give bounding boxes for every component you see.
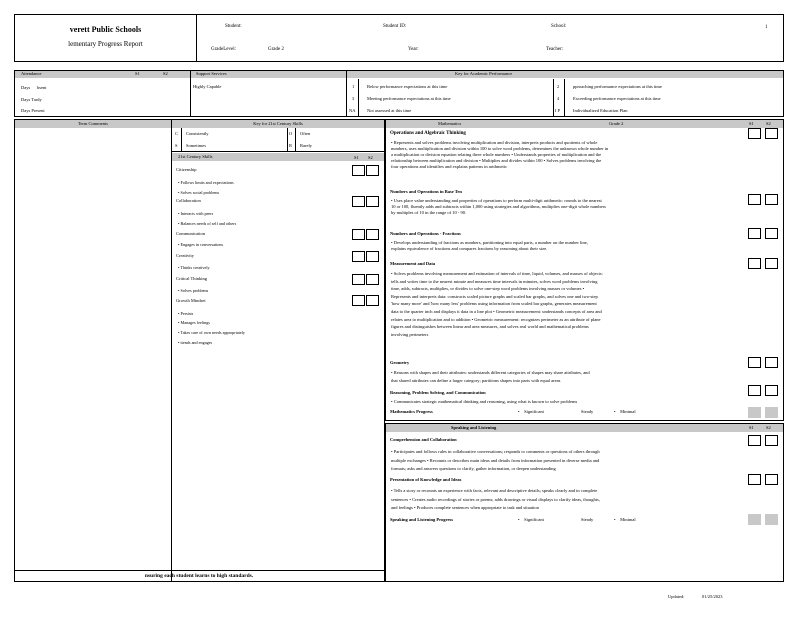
skills-key-code: R [289,143,293,148]
math-s1: S1 [749,121,754,126]
progress-option: Minimal [620,517,636,522]
skill-item-text: Solves problems [180,288,209,293]
s1-mark-box [352,295,365,306]
skill-group: Growth Mindset [176,298,206,303]
s2-mark-box [366,165,379,176]
s2-mark-box [366,196,379,207]
text-line: data to the quarter inch and displays it data in a line plot • Geometric measurement: understands concepts of area and [391,308,602,314]
text-line: • Reasons with shapes and their attributes: understands different categories of shapes may share attributes, and [391,370,590,375]
speaking-s1: S1 [749,425,754,430]
attendance-present: Days Present [21,108,45,113]
progress-minimal: • Minimal [614,409,636,414]
math-section-title: Measurement and Data [390,261,436,266]
page-number: 1 [765,25,768,30]
progress-option: Significant [524,517,544,522]
comments-title: Term Comments [77,121,109,126]
s1-progress-box [748,514,761,525]
key-code: 4 [557,96,560,101]
s1-progress-box [748,407,761,418]
s2-progress-box [765,407,778,418]
skill-item: • Interacts with peers [178,211,214,216]
text-line: multiple exchanges • Recounts or describes main ideas and details from information presented in diverse media and [391,457,600,463]
skill-item: • Persists [178,311,194,316]
s1-mark-box [748,385,761,396]
updated-date: 01/25/2023 [702,594,723,599]
text-line: • Develops understanding of fractions as numbers, partitioning into equal parts, a number on the number line, [391,240,588,245]
skills-key-text: Rarely [300,143,312,148]
report-title: lementary Progress Report [68,40,143,48]
progress-minimal: • Minimal [614,517,636,522]
key-text: pproaching performance expectations at this time [573,84,662,89]
key-code: 3 [352,96,355,101]
key-code: 1 [352,84,355,89]
attendance-s1: S1 [135,71,140,76]
text-line: • Uses place value understanding and properties of operations to perform multi-digit arithmetic: rounds to the nearest [391,198,602,203]
math-section-title: Numbers and Operations in Base Ten [390,189,462,194]
key-code: NA [349,108,356,113]
s1-mark-box [748,435,761,446]
key-text: Below performance expectations at this time [367,84,448,89]
skills-box [171,119,385,582]
s2-mark-box [765,194,778,205]
support-title: Support Services [196,71,227,76]
skill-item-text: ttends and engages [180,340,213,345]
skill-group: Citizenship [176,167,197,172]
text-line: that shared attributes can define a larger category; partitions shapes into parts with equal areas [391,378,561,383]
math-section-title: Geometry [390,360,410,365]
s2-mark-box [366,295,379,306]
student-label: Student: [225,24,242,29]
skills-key-text: Often [300,131,311,136]
progress-steady: Steady [581,517,594,522]
key-text: Individualized Education Plan [573,108,628,113]
text-line: figures and distinguishes between linear and area measures, and solves real world and mathematical problems [391,324,589,330]
s1-mark-box [352,196,365,207]
skills-key-code: C [175,131,179,136]
skill-item-text: Interacts with peers [180,211,214,216]
math-section-title: Operations and Algebraic Thinking [390,131,466,136]
s1-mark-box [748,194,761,205]
divider [287,128,288,152]
year-label: Year: [408,47,419,52]
skills-key-code: O [289,131,293,136]
skill-item: • Follows limits and expectations [178,180,234,185]
school-label: School: [551,24,567,29]
skills-title: 21st Century Skills [178,154,213,159]
header-left-box [14,14,197,62]
speaking-section-title: Comprehension and Collaboration [390,437,457,442]
grade-level-label: GradeLevel: [211,47,236,52]
text-line: 'how many more' and 'how many less' problems using information from scaled bar graphs, generates measurement [391,301,597,307]
attendance-tardy: Days Tardy [21,97,42,102]
math-section-text: • Communicates strategic mathematical thinking and reasoning, using what is known to solve problems [391,399,578,404]
support-value: Highly Capable [193,84,222,89]
skill-item-text: Takes care of own needs appropriately [180,330,245,335]
skill-item: • ttends and engages [178,340,213,345]
progress-option: Minimal [620,409,636,414]
skill-item: • Thinks creatively [178,265,210,270]
skills-key-text: Consistently [186,131,209,136]
speaking-s2: S2 [766,425,771,430]
s1-mark-box [352,274,365,285]
text-line: and feelings • Produces complete sentences when appropriate to task and situation [391,505,539,510]
s1-mark-box [748,474,761,485]
attendance-s2: S2 [163,71,168,76]
key-performance-bar [347,71,783,78]
skill-item: • Engages in conversations [178,242,224,247]
text-line: 10 or 100, fluently adds and subtracts within 1,000 using strategies and algorithms, multiplies one-digit whole numbers [391,204,606,209]
progress-option: Significant [524,409,544,414]
text-line: Represents and interprets data: constructs scaled picture graphs and scaled bar graphs, and solves one and two-step [391,293,598,299]
skill-item-text: Engages in conversations [180,242,224,247]
school-name: verett Public Schools [69,25,142,34]
text-line: numbers, uses multiplication and division within 100 to solve word problems, determines the unknown whole number in [391,146,609,151]
speaking-title: Speaking and Listening [451,425,497,430]
text-line: by multiples of 10 in the range of 10 - 90. [391,210,467,215]
speaking-section-text [391,448,741,474]
key-code: I P [555,108,561,113]
student-id-label: Student ID: [383,24,407,29]
s1-mark-box [748,228,761,239]
text-line: sentences • Creates audio recordings of stories or poems; adds drawings or visual displays to clarify ideas, thoughts, [391,496,600,502]
text-line: involving perimeters [391,331,429,337]
speaking-section-text [391,487,741,513]
s2-mark-box [765,258,778,269]
math-title: Mathematics [438,121,462,126]
updated-label: Updated: [668,594,685,599]
progress-steady: Steady [581,409,594,414]
text-line: • Represents and solves problems involving multiplication and division, interprets products and quotients of whole [391,140,598,145]
text-line: relates area to multiplication and to addition • Geometric measurement: recognizes perimeter as an attribute of plane [391,316,601,322]
skill-item: • Solves social problems [178,190,220,195]
skill-item-text: Manages feelings [180,320,210,325]
skill-item-text: Follows limits and expectations [180,180,234,185]
skill-item-text: Persists [180,311,194,316]
math-section-text [391,240,741,252]
math-section-text [391,140,741,170]
s2-mark-box [765,385,778,396]
s1-mark-box [748,258,761,269]
skill-item: • Balances needs of self and others [178,221,237,226]
key-text: Meeting performance expectations at this time [367,96,451,101]
math-s2: S2 [766,121,771,126]
mission-statement: nsuring each student learns to high standards. [144,573,254,579]
text-line: • Solves problems involving measurement and estimation of intervals of time, liquid, volumes, and masses of objects: [391,271,603,276]
s2-mark-box [366,251,379,262]
text-line: formats; asks and answers questions to clarify, gather information, or deepen understanding [391,466,556,471]
key-text: Exceeding performance expectations at this time [573,96,661,101]
s2-mark-box [366,229,379,240]
skill-group: Creativity [176,253,194,258]
skill-group: Collaboration [176,198,201,203]
attendance-title: Attendance [21,71,42,76]
header-right-box [196,14,784,62]
s2-mark-box [765,128,778,139]
s1-mark-box [352,165,365,176]
text-line: a multiplication or division equation relating three whole numbers • Understands properties of multiplication and the [391,152,602,157]
skills-key-title: Key for 21st Century Skills [253,121,303,126]
teacher-label: Teacher: [546,47,564,52]
s2-mark-box [765,357,778,368]
text-line: • Tells a story or recounts an experience with facts, relevant and descriptive details; speaks clearly and in complete [391,488,598,493]
skills-key-text: Sometimes [186,143,206,148]
progress-significant: • Significant [518,517,544,522]
text-line: relationship between multiplication and division • Multiplies and divides within 100 • Solves problems involving the [391,158,602,163]
divider [181,128,182,152]
math-section-title: Numbers and Operations - Fractions [390,231,461,236]
key-performance-title: Key for Academic Performance [455,71,513,76]
grade-value: Grade 2 [268,47,284,52]
math-grade: Grade 2 [609,121,624,126]
speaking-progress-label: Speaking and Listening Progress [390,517,453,522]
s2-progress-box [765,514,778,525]
skills-s1: S1 [354,155,359,160]
divider [295,128,296,152]
attendance-absent: Days bsent [21,85,47,90]
text-line: time, adds, subtracts, multiplies, or divides to solve one-step word problems involving masses or volumes • [391,286,585,292]
s2-mark-box [765,435,778,446]
key-code: 2 [557,84,560,89]
skill-group: Communication [176,231,205,236]
s1-mark-box [352,251,365,262]
s1-mark-box [748,128,761,139]
skills-s2: S2 [368,155,373,160]
math-section-text [391,369,741,385]
s2-mark-box [366,274,379,285]
progress-significant: • Significant [518,409,544,414]
skill-item: • Solves problems [178,288,209,293]
text-line: tells and writes time to the nearest minute and measures time intervals in minutes, solves word problems involving [391,278,598,284]
math-section-text [391,198,741,216]
skill-item-text: Thinks creatively [180,265,210,270]
skill-item: • Manages feelings [178,320,210,325]
speaking-section-title: Presentation of Knowledge and Ideas [390,477,462,482]
skill-item: • Takes care of own needs appropriately [178,330,245,335]
skill-item-text: Solves social problems [180,190,220,195]
speaking-bar [386,424,783,432]
s1-mark-box [748,357,761,368]
s1-mark-box [352,229,365,240]
text-line: explains equivalence of fractions and compares fractions by reasoning about their size. [391,246,548,251]
math-section-title: Reasoning, Problem Solving, and Communication [390,390,486,395]
skill-group: Critical Thinking [176,276,208,281]
key-text: Not assessed at this time [367,108,412,113]
math-progress-label: Mathematics Progress [390,409,433,414]
comments-box [14,119,172,582]
skill-item-text: Balances needs of self and others [180,221,237,226]
s2-mark-box [765,474,778,485]
math-section-text [391,270,741,338]
text-line: four operations and identifies and explains patterns in arithmetic [391,164,507,169]
text-line: • Participates and follows rules in collaborative conversations; responds to comments or questions of others through [391,449,600,454]
skills-key-code: S [175,143,178,148]
s2-mark-box [765,228,778,239]
